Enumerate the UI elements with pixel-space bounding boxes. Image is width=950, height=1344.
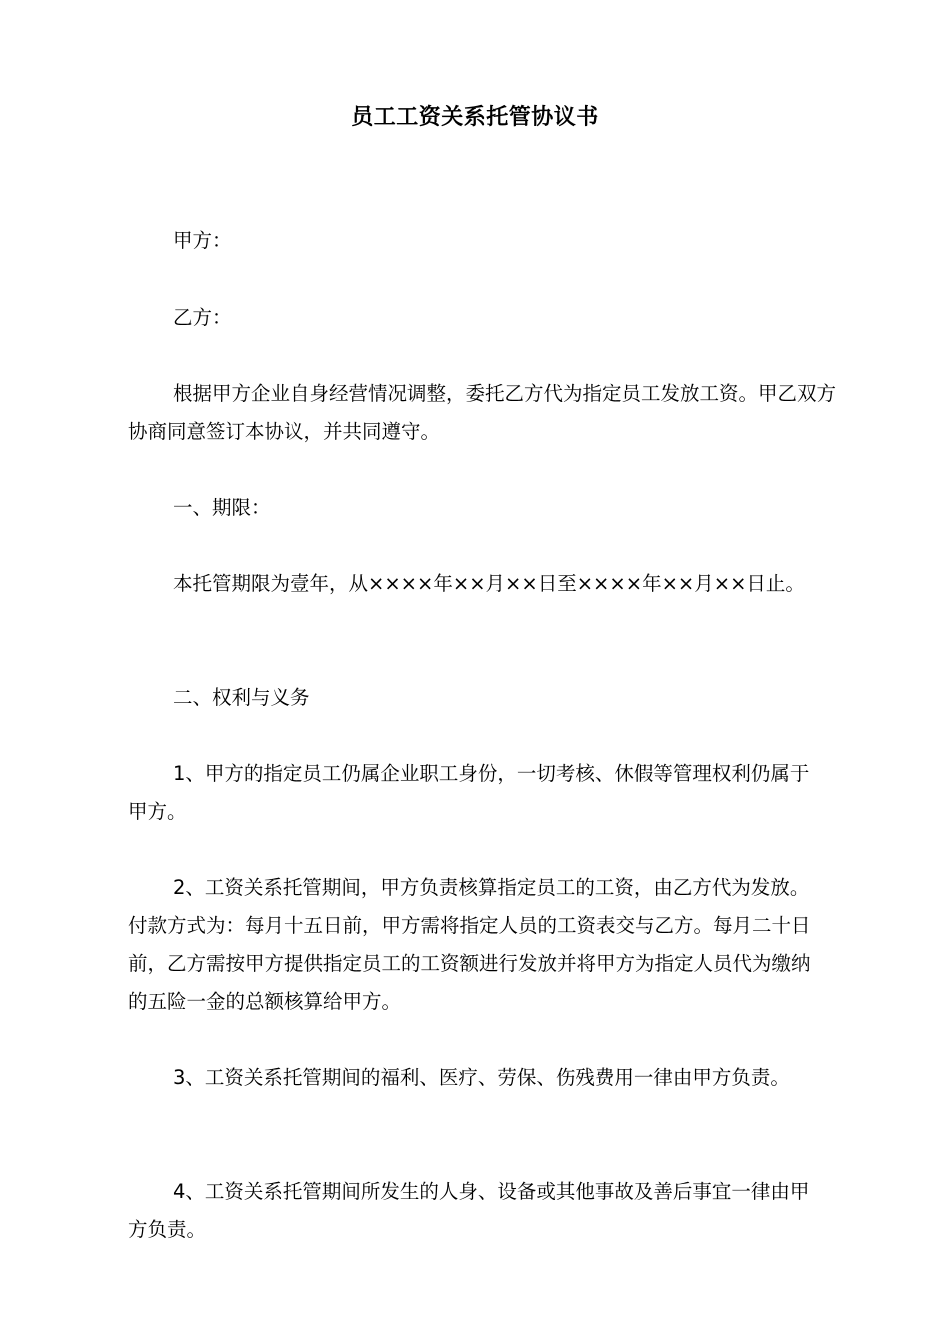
section-1-heading: 一、期限： [173, 496, 271, 519]
clause-3: 3、工资关系托管期间的福利、医疗、劳保、伤残费用一律由甲方负责。 [173, 1066, 790, 1089]
clause-4: 4、工资关系托管期间所发生的人身、设备或其他事故及善后事宜一律由甲方负责。 [128, 1180, 810, 1241]
clause-1: 1、甲方的指定员工仍属企业职工身份，一切考核、休假等管理权利仍属于甲方。 [128, 762, 810, 823]
section-1-body: 本托管期限为壹年，从××××年××月××日至××××年××月××日止。 [173, 572, 805, 595]
section-2-heading: 二、权利与义务 [173, 686, 310, 709]
intro-paragraph: 根据甲方企业自身经营情况调整，委托乙方代为指定员工发放工资。甲乙双方协商同意签订本协议，并共同遵守。 [128, 382, 837, 443]
party-b-line: 乙方： [173, 306, 232, 329]
document-title: 员工工资关系托管协议书 [351, 105, 599, 130]
party-a-line: 甲方： [173, 229, 232, 252]
clause-2: 2、工资关系托管期间，甲方负责核算指定员工的工资，由乙方代为发放。付款方式为：每月十五日前，甲方需将指定人员的工资表交与乙方。每月二十日前，乙方需按甲方提供指定员工的工资额进行发放并将甲方为指定人员代为缴纳的五险一金的总额核算给甲方。 [128, 876, 811, 1013]
